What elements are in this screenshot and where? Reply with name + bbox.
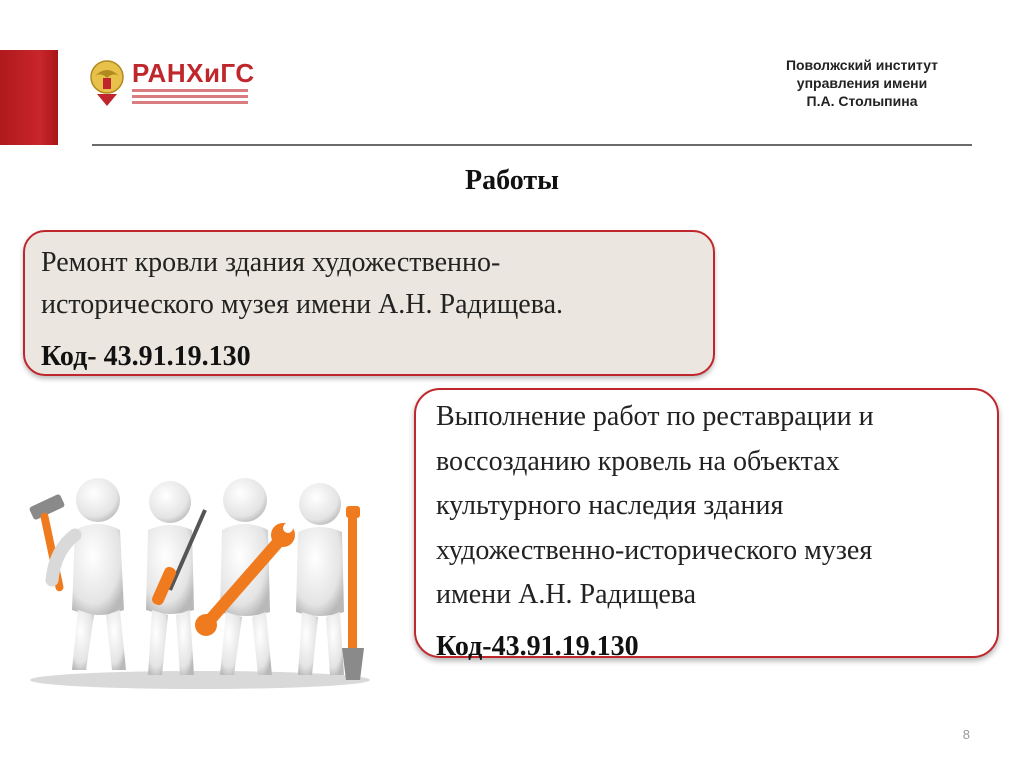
figure-with-shovel (296, 483, 364, 680)
institute-name (752, 56, 972, 110)
institute-line: управления имени (796, 75, 928, 91)
figure-with-wrench (195, 478, 295, 675)
description-line: исторического музея имени А.Н. Радищева. (41, 289, 563, 320)
work-description (436, 395, 977, 618)
figure-with-hammer (29, 478, 126, 670)
work-item-box-1 (23, 230, 715, 376)
page-number: 8 (962, 727, 970, 742)
work-item-box-2 (414, 388, 999, 662)
ranepa-logo (88, 58, 255, 112)
institute-line: Поволжский институт (785, 57, 939, 73)
description-line: художественно-исторического музея (436, 534, 873, 566)
description-line: Выполнение работ по реставрации и (436, 401, 874, 432)
slide-title: Работы (465, 165, 559, 196)
workers-with-tools-illustration (20, 470, 380, 690)
institute-line: П.А. Столыпина (806, 93, 918, 109)
description-line: воссозданию кровель на объектах (436, 445, 840, 477)
work-code: Код-43.91.19.130 (436, 630, 639, 662)
figure-with-screwdriver (146, 481, 205, 675)
work-code: Код- 43.91.19.130 (41, 341, 251, 372)
logo-subtitle-lines (132, 89, 248, 107)
red-accent-tab (0, 50, 58, 145)
logo-name: РАНХиГС (132, 58, 255, 88)
header-divider (92, 144, 972, 146)
eagle-emblem-icon (88, 58, 126, 108)
work-description (41, 242, 697, 326)
description-line: культурного наследия здания (436, 490, 784, 521)
description-line: имени А.Н. Радищева (436, 579, 697, 610)
description-line: Ремонт кровли здания художественно- (41, 247, 501, 278)
